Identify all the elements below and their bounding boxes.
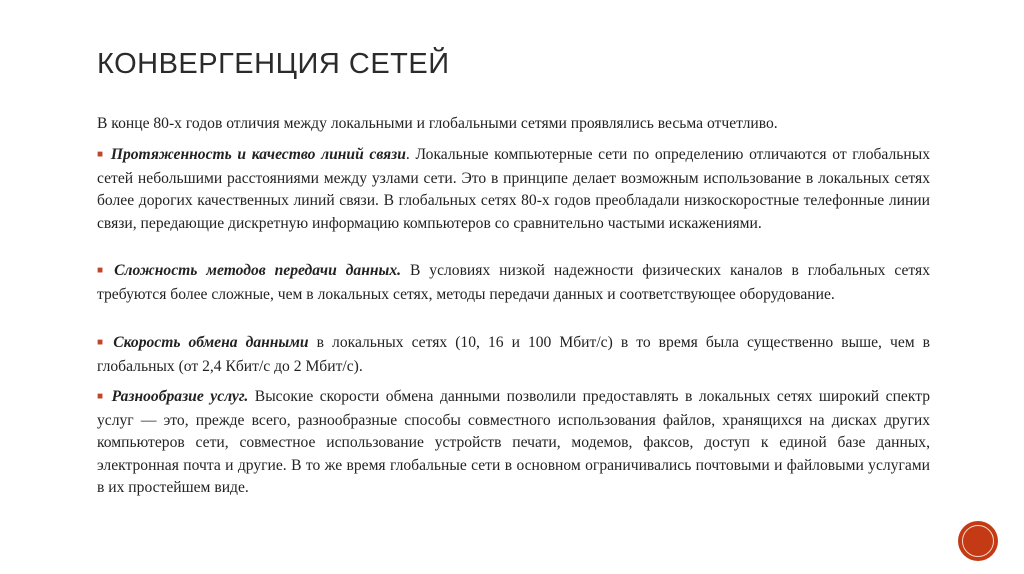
bullet-item xyxy=(97,386,930,499)
bullet-icon: ■ xyxy=(97,265,109,276)
bullet-heading: Сложность методов передачи данных. xyxy=(114,262,402,279)
bullet-item xyxy=(97,144,930,235)
decorative-circle-ring xyxy=(962,525,994,557)
bullet-heading: Скорость обмена данными xyxy=(113,334,309,351)
bullet-item xyxy=(97,260,930,306)
bullet-item xyxy=(97,332,930,378)
bullet-text: В условиях низкой надежности физических каналов в глобальных сетях требуются более сложные, чем в локальных сетях, методы передачи данных и соответствующее оборудование. xyxy=(97,262,931,304)
bullet-text: Высокие скорости обмена данными позволили предоставлять в локальных сетях широкий спектр услуг — это, прежде всего, разнообразные способы совместного использования файлов, хранящихся на дисках других компьютеров сети, совместное использование устройств печати, модемов, факсов, доступ к единой базе данных, электронная почта и другие. В то же время глобальные сети в основном ограничивались почтовыми и файловыми услугами в их простейшем виде. xyxy=(97,388,931,496)
bullet-text: в локальных сетях (10, 16 и 100 Мбит/с) в то время была существенно выше, чем в глобальных (от 2,4 Кбит/с до 2 Мбит/с). xyxy=(97,334,931,376)
intro-paragraph: В конце 80-х годов отличия между локальными и глобальными сетями проявлялись весьма отчетливо. xyxy=(97,115,778,132)
bullet-icon: ■ xyxy=(97,149,105,160)
bullet-text: . Локальные компьютерные сети по определению отличаются от глобальных сетей небольшими расстояниями между узлами сети. Это в принципе делает возможным использование в локальных сетях более дорогих качественных линий связи. В глобальных сетях 80-х годов преобладали низкоскоростные телефонные линии связи, передающие дискретную информацию компьютеров со сравнительно частыми искажениями. xyxy=(97,146,930,232)
slide-title: КОНВЕРГЕНЦИЯ СЕТЕЙ xyxy=(97,48,450,80)
bullet-icon: ■ xyxy=(97,391,106,402)
bullet-heading: Разнообразие услуг. xyxy=(111,388,249,405)
bullet-icon: ■ xyxy=(97,337,108,348)
bullet-heading: Протяженность и качество линий связи xyxy=(110,146,406,163)
